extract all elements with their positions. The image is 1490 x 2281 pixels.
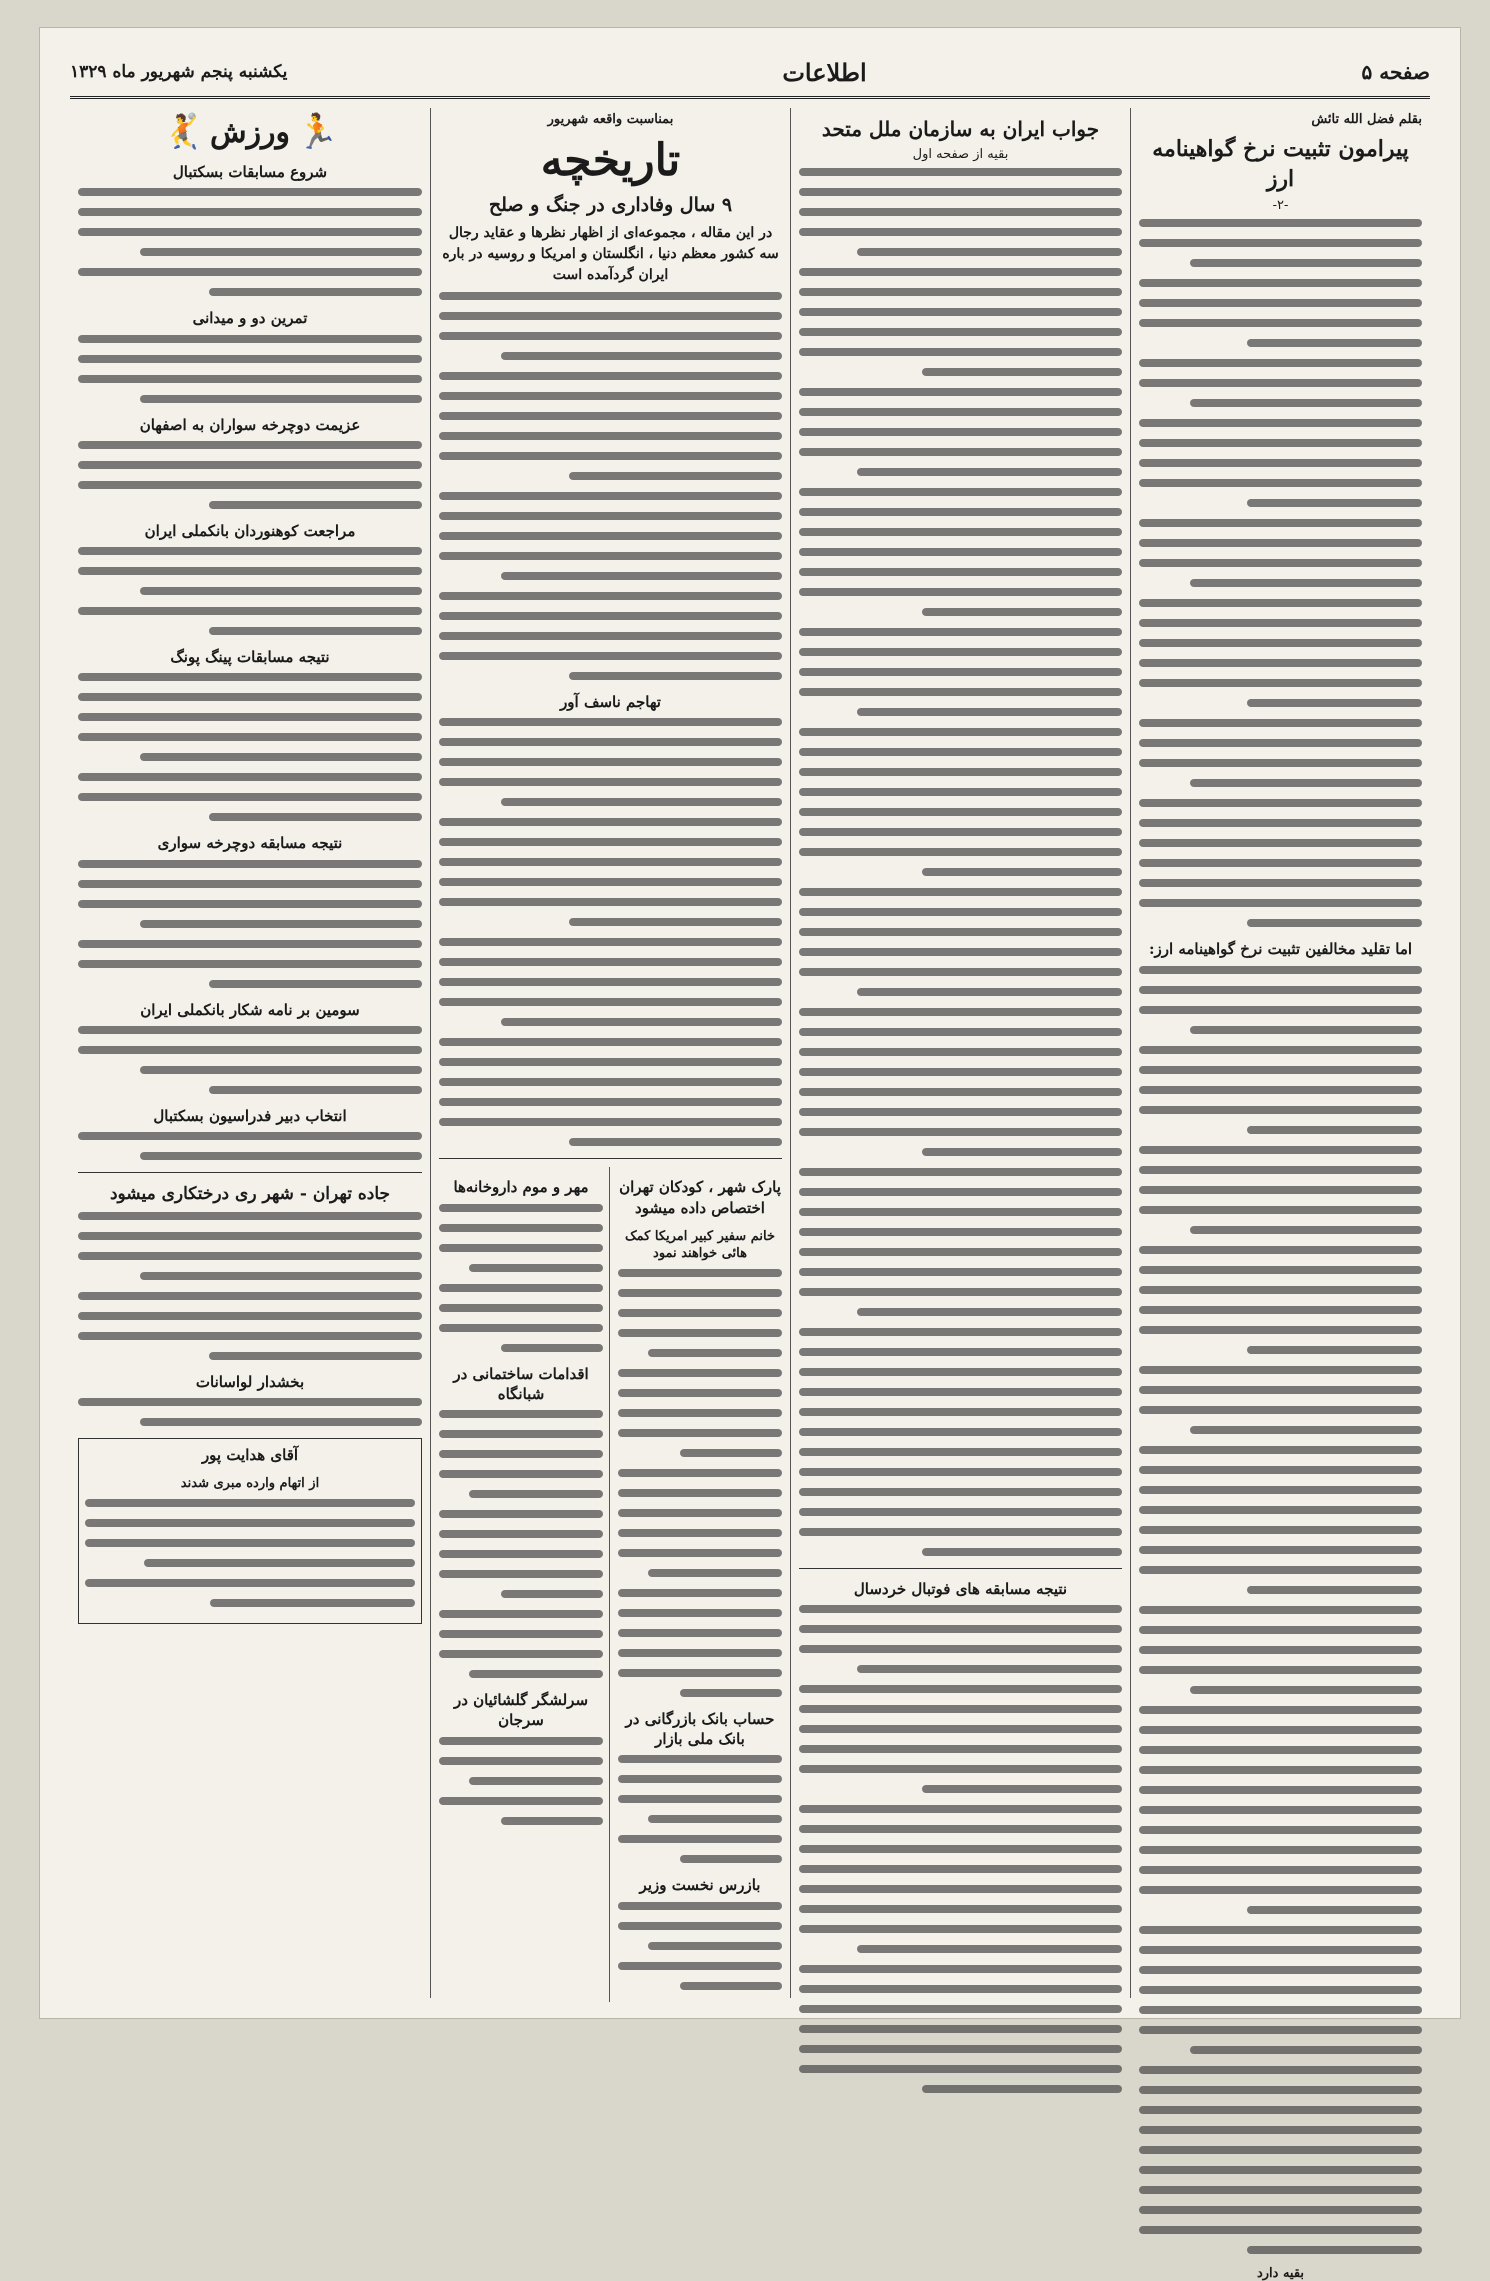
body-track-practice (78, 335, 422, 403)
issue-date: یکشنبه پنجم شهریور ماه ۱۳۲۹ (70, 62, 288, 82)
body-federation-secretary (78, 1132, 422, 1160)
lower-news-left (439, 1167, 610, 2001)
box-hedayatpour (78, 1438, 422, 1624)
heading-hunting-program: سومین بر نامه شکار بانکملی ایران (140, 1000, 360, 1019)
lower-news-grid (439, 1167, 782, 2001)
body-pharmacies-sealed (439, 1204, 603, 1352)
body-bank-account (618, 1755, 782, 1863)
heading-tehran-road-trees: جاده تهران - شهر ری درختکاری میشود (109, 1184, 391, 1204)
heading-pharmacies-sealed: مهر و موم داروخانه‌ها (453, 1178, 589, 1197)
heading-ambassador-wife: خانم سفیر کبیر امریکا کمک هائی خواهند نمود (625, 1228, 775, 1262)
heading-night-construction: اقدامات ساختمانی در شبانگاه (453, 1364, 589, 1403)
article-part-number: -۲- (1272, 198, 1289, 214)
heading-basketball-start: شروع مسابقات بسکتبال (172, 163, 328, 181)
page-number: صفحه ۵ (1361, 60, 1430, 84)
body-tehran-road-trees (78, 1212, 422, 1360)
body-general-golshaian (439, 1737, 603, 1825)
heading-pm-inspector: بازرس نخست وزیر (639, 1876, 761, 1895)
columns-area (70, 108, 1430, 2281)
body-cycling-race (78, 860, 422, 988)
body-basketball-start (78, 188, 422, 296)
heading-regrettable-attack: تهاجم ناسف آور (560, 693, 661, 712)
paper-name: اطلاعات (782, 57, 867, 87)
heading-cyclists-isfahan: عزیمت دوچرخه سواران به اصفهان (139, 415, 361, 434)
history-body (439, 292, 782, 680)
article-title-currency: پیرامون تثبیت نرخ گواهینامه ارز (1152, 136, 1409, 192)
heading-track-practice: تمرین دو و میدانی (192, 309, 308, 328)
body-hedayatpour (85, 1499, 415, 1607)
history-subtitle: ۹ سال وفاداری در جنگ و صلح (488, 194, 733, 217)
article-byline: بقلم فضل الله تائش (1311, 112, 1422, 127)
boxer-icon: 🤾 (161, 112, 204, 152)
continued-label: بقیه دارد (1256, 2265, 1305, 2281)
body-park-children (618, 1269, 782, 1697)
heading-bank-account: حساب بانک بازرگانی در بانک ملی بازار (625, 1709, 775, 1749)
article-title-un: جواب ایران به سازمان ملل متحد (821, 117, 1100, 141)
heading-pingpong-results: نتیجه مسابقات پینگ پونگ (170, 648, 330, 666)
body-cyclists-isfahan (78, 441, 422, 509)
sports-heading (78, 112, 422, 152)
column-currency-article (1130, 108, 1430, 2281)
heading-federation-secretary: انتخاب دبیر فدراسیون بسکتبال (153, 1106, 347, 1125)
body-mountaineers-return (78, 547, 422, 635)
heading-hedayatpour: آقای هدایت پور (201, 1446, 299, 1465)
body-lavasanat-governor (78, 1398, 422, 1426)
body-pm-inspector (618, 1902, 782, 1990)
column-un-response (790, 108, 1130, 1998)
body-football-results (799, 1605, 1122, 2093)
column-history (430, 108, 790, 1998)
newspaper-page (40, 28, 1460, 2281)
heading-football-results: نتیجه مسابقه های فوتبال خردسال (853, 1580, 1068, 1598)
column-sports (70, 108, 430, 1998)
article-body-currency (1139, 219, 1422, 927)
sports-title: ورزش (209, 114, 291, 150)
history-deck: در این مقاله ، مجموعه‌ای از اظهار نظرها و عقاید رجال سه کشور معظم دنیا ، انگلستان و امریکا و روسیه در باره ایران گردآمده است (442, 225, 779, 284)
occasion-label: بمناسبت واقعه شهریور (547, 112, 674, 127)
lower-news-right (618, 1167, 782, 2001)
body-hunting-program (78, 1026, 422, 1094)
body-night-construction (439, 1410, 603, 1678)
subheading-acquitted: از اتهام وارده مبری شدند (180, 1476, 320, 1492)
heading-general-golshaian: سرلشگر گلشائیان در سرجان (453, 1691, 589, 1730)
heading-park-children: پارک شهر ، کودکان تهران اختصاص داده میشود (619, 1178, 781, 1217)
subheading-critics: اما تقلید مخالفین تثبیت نرخ گواهینامه ارز: (1148, 940, 1413, 959)
history-title: تاریخچه (540, 135, 681, 186)
continued-from-front: بقیه از صفحه اول (912, 147, 1009, 162)
masthead (70, 48, 1430, 99)
body-regrettable-attack (439, 718, 782, 1146)
article-body-critics (1139, 966, 1422, 2254)
heading-lavasanat-governor: بخشدار لواسانات (195, 1372, 305, 1391)
article-body-un (799, 168, 1122, 1556)
heading-mountaineers-return: مراجعت کوهنوردان بانکملی ایران (144, 521, 356, 540)
body-pingpong-results (78, 673, 422, 821)
runner-icon: 🏃 (296, 112, 339, 152)
heading-cycling-race: نتیجه مسابقه دوچرخه سواری (157, 834, 343, 853)
